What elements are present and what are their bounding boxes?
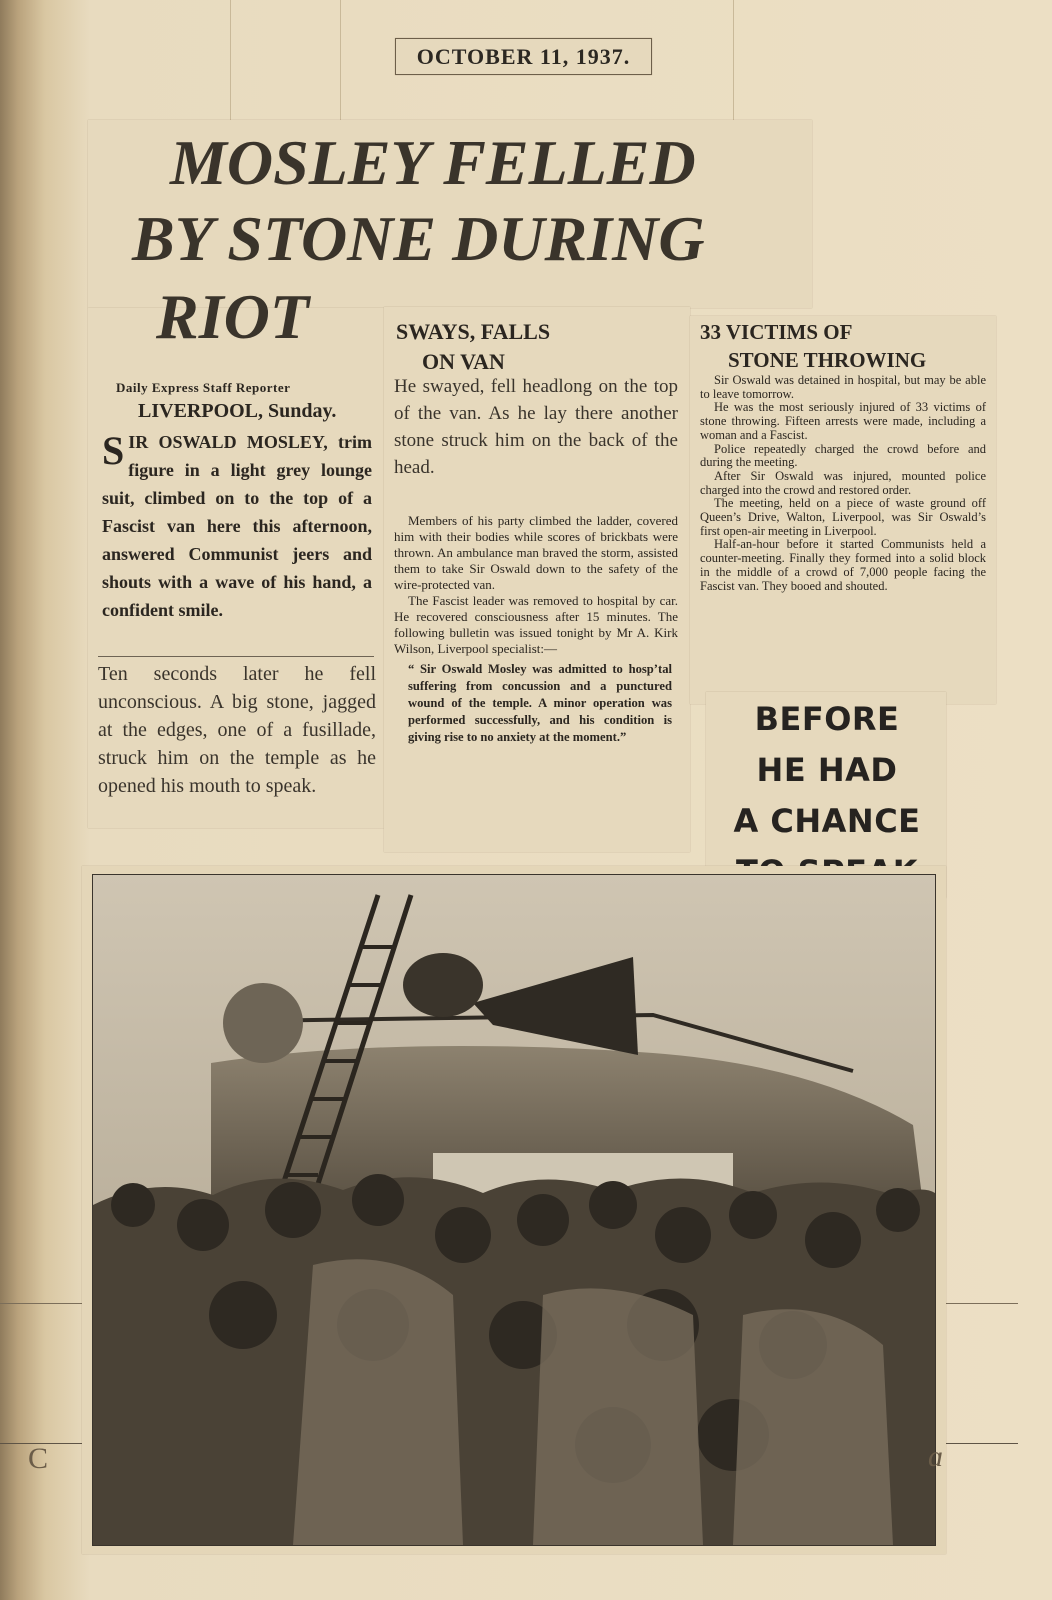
callout-line: A CHANCE [733,802,921,840]
subheading-victims [700,318,990,374]
right-paragraph: Police repeatedly charged the crowd before and during the meeting. [700,441,986,470]
loudspeaker-icon [223,983,303,1063]
article-middle-column [384,307,690,852]
grid-line [340,0,341,120]
right-body [700,374,986,593]
headline-line-3: RIOT [156,281,309,352]
headline-line-1: MOSLEY FELLED [170,127,696,198]
photo-clipping [82,866,946,1554]
article-left-column [88,281,384,828]
subheading-sways [396,317,676,377]
margin-mark-right: ɑ [928,1440,943,1473]
figure-on-roof [403,953,483,1017]
subheading-line: SWAYS, FALLS [396,319,551,344]
middle-paragraph: The Fascist leader was removed to hospital by car. He recovered consciousness after 15 minutes. The following bulletin was issued tonight by Mr A. Kirk Wilson, Liverpool specialist:— [394,593,678,656]
bulletin-quote: “ Sir Oswald Mosley was admitted to hosp’tal suffering from concussion and a punctured wound of the temple. A minor operation was performed successfully, and his condition is giving rise to no anxiety at the moment.” [408,662,672,744]
second-paragraph: Ten seconds later he fell unconscious. A big stone, jagged at the edges, one of a fusillade, struck him on the temple as he opened his mouth to speak. [98,663,376,797]
middle-body [394,513,678,746]
dateline: LIVERPOOL, Sunday. [138,400,337,422]
drop-cap: S [102,428,125,473]
right-paragraph: Half-an-hour before it started Communists held a counter-meeting. Finally they formed into a solid block in the middle of a crowd of 7,000 people facing the Fascist van. They booed and shouted. [700,537,986,593]
callout-line: HE HAD [756,751,898,789]
right-paragraph: He was the most seriously injured of 33 victims of stone throwing. Fifteen arrests were made, including a woman and a Fascist. [700,400,986,442]
right-paragraph: The meeting, held on a piece of waste ground off Queen’s Drive, Walton, Liverpool, was Sir Oswald’s first open-air meeting in Liverpool. [700,496,986,538]
divider [98,656,374,657]
byline: Daily Express Staff Reporter [116,380,291,395]
right-paragraph: After Sir Oswald was injured, mounted police charged into the crowd and restored order. [700,468,986,497]
lead-text: IR OSWALD MOSLEY, trim figure in a light grey lounge suit, climbed on to the top of a Fascist van here this afternoon, answered Communist jeers and shouts with a wave of his hand, a confident smile. [102,432,372,620]
date-label: OCTOBER 11, 1937. [395,38,652,75]
middle-paragraph: He swayed, fell headlong on the top of the van. As he lay there another stone struck him on the back of the head. [394,376,678,478]
grid-line [733,0,734,120]
subheading-line: ON VAN [422,349,505,374]
headline-block [88,120,812,308]
subheading-line: STONE THROWING [728,348,927,372]
margin-mark-left: C [28,1442,49,1475]
article-right-column [690,316,996,704]
middle-paragraph: Members of his party climbed the ladder, covered him with their bodies while scores of brickbats were thrown. An ambulance man braved the storm, assisted them to take Sir Oswald down to the safety of the wire-protected van. [394,513,678,592]
subheading-line: 33 VICTIMS OF [700,320,853,344]
grid-line [230,0,231,120]
lead-paragraph [102,428,372,624]
right-paragraph: Sir Oswald was detained in hospital, but may be able to leave tomorrow. [700,373,986,401]
news-photo [92,874,936,1546]
callout-line: BEFORE [754,700,900,738]
headline-line-2: BY STONE DURING [132,203,705,274]
